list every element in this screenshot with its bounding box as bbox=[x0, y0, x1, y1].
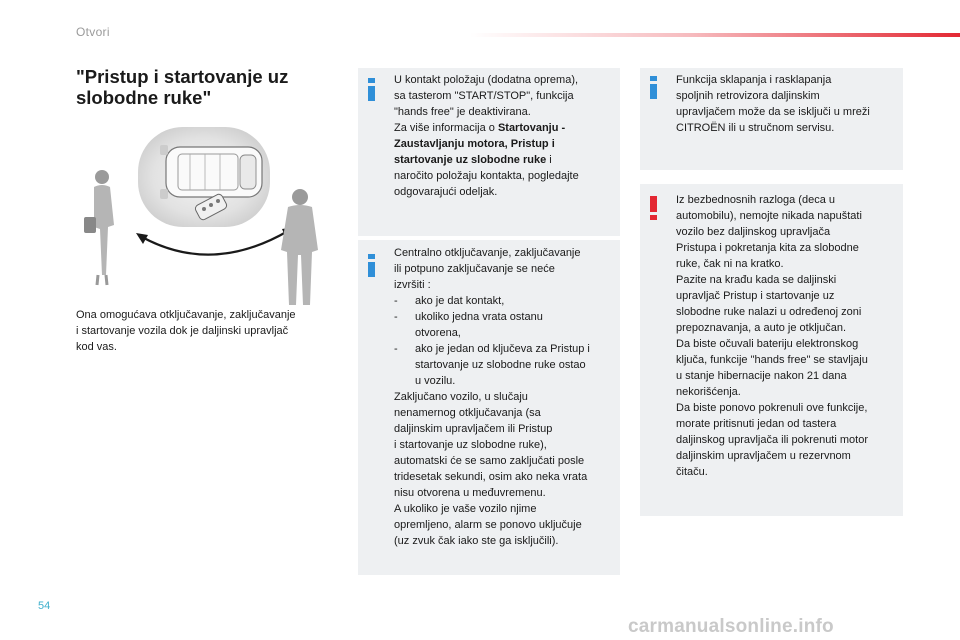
list-item bbox=[394, 341, 614, 389]
list-item-text: startovanje uz slobodne ruke ostao bbox=[415, 359, 586, 371]
note-line: upravljačem može da se isključi u mreži bbox=[676, 106, 870, 118]
note-line: čitaču. bbox=[676, 466, 708, 478]
note-line: upravljač Pristup i startovanje uz bbox=[676, 290, 835, 302]
note-line: prepoznavanja, a auto je otključan. bbox=[676, 322, 847, 334]
note-line: naročito položaju kontakta, pogledajte bbox=[394, 170, 579, 182]
note-line: CITROËN ili u stručnom servisu. bbox=[676, 122, 835, 134]
intro-text bbox=[76, 307, 336, 355]
info-note-ignition bbox=[358, 68, 620, 236]
note-line: spoljnih retrovizora daljinskim bbox=[676, 90, 820, 102]
note-line: izvršiti : bbox=[394, 279, 431, 291]
hands-free-illustration bbox=[80, 125, 340, 310]
note-line: u stanje hibernacije nakon 21 dana bbox=[676, 370, 847, 382]
note-line: i startovanje uz slobodne ruke), bbox=[394, 439, 547, 451]
note-line: Da biste očuvali bateriju elektronskog bbox=[676, 338, 859, 350]
header-section-label: Otvori bbox=[76, 25, 110, 39]
note-line: vozilo bez daljinskog upravljača bbox=[676, 226, 831, 238]
note-line: Pristupa i pokretanja kita za slobodne bbox=[676, 242, 859, 254]
cross-reference: startovanje uz slobodne ruke bbox=[394, 154, 547, 166]
note-line: daljinskog upravljača ili pokrenuti motor bbox=[676, 434, 868, 446]
note-line: ključa, funkcije "hands free" se stavljaju bbox=[676, 354, 868, 366]
note-line: U kontakt položaju (dodatna oprema), bbox=[394, 74, 579, 86]
list-dash: - bbox=[394, 311, 398, 323]
note-line: (uz zvuk čak iako ste ga isključili). bbox=[394, 535, 559, 547]
note-line: nisu otvorena u međuvremenu. bbox=[394, 487, 546, 499]
person-standing-icon bbox=[281, 189, 318, 305]
note-line: nekorišćenja. bbox=[676, 386, 741, 398]
note-line bbox=[394, 136, 614, 152]
range-arrow-icon bbox=[136, 227, 294, 255]
info-note-text bbox=[394, 245, 614, 549]
note-line: A ukoliko je vaše vozilo njime bbox=[394, 503, 537, 515]
intro-line: Ona omogućava otključavanje, zaključavanje bbox=[76, 309, 296, 321]
note-line bbox=[394, 152, 614, 168]
page-title-line: slobodne ruke" bbox=[76, 87, 212, 108]
info-icon bbox=[650, 76, 657, 100]
list-item bbox=[394, 293, 614, 309]
list-item bbox=[394, 309, 614, 341]
note-line: tridesetak sekundi, osim ako neka vrata bbox=[394, 471, 588, 483]
warning-note-text bbox=[676, 192, 897, 480]
note-line: daljinskim upravljačem u rezervnom bbox=[676, 450, 851, 462]
person-with-bag-icon bbox=[84, 170, 114, 285]
intro-line: kod vas. bbox=[76, 341, 117, 353]
note-line: nenamernog otključavanja (sa bbox=[394, 407, 541, 419]
info-note-text bbox=[676, 72, 897, 136]
note-line: ili potpuno zaključavanje se neće bbox=[394, 263, 555, 275]
list-item-text: otvorena, bbox=[415, 327, 461, 339]
list-item-text: ako je dat kontakt, bbox=[415, 295, 505, 307]
note-text-span: Za više informacija o bbox=[394, 122, 498, 134]
list-item-text: u vozilu. bbox=[415, 375, 456, 387]
warning-note-safety bbox=[640, 184, 903, 516]
warning-icon bbox=[650, 196, 657, 220]
note-line: Iz bezbednosnih razloga (deca u bbox=[676, 194, 835, 206]
note-line: sa tasterom "START/STOP", funkcija bbox=[394, 90, 574, 102]
note-line: ruke, čak ni na kratko. bbox=[676, 258, 784, 270]
note-line: daljinskim upravljačem ili Pristup bbox=[394, 423, 553, 435]
info-note-locking bbox=[358, 240, 620, 575]
note-line: Da biste ponovo pokrenuli ove funkcije, bbox=[676, 402, 868, 414]
page-title bbox=[76, 66, 346, 108]
cross-reference: Zaustavljanju motora, Pristup i bbox=[394, 138, 555, 150]
watermark: carmanualsonline.info bbox=[628, 616, 834, 637]
note-line: opremljeno, alarm se ponovo uključuje bbox=[394, 519, 582, 531]
note-line: automobilu), nemojte nikada napuštati bbox=[676, 210, 862, 222]
note-line: odgovarajući odeljak. bbox=[394, 186, 498, 198]
note-line: slobodne ruke nalazi u određenoj zoni bbox=[676, 306, 862, 318]
list-item-text: ukoliko jedna vrata ostanu bbox=[415, 311, 543, 323]
info-icon bbox=[368, 78, 375, 102]
list-dash: - bbox=[394, 343, 398, 355]
note-line: Centralno otključavanje, zaključavanje bbox=[394, 247, 581, 259]
list-item-text: ako je jedan od ključeva za Pristup i bbox=[415, 343, 590, 355]
note-text-span: i bbox=[546, 154, 552, 166]
page-title-line: "Pristup i startovanje uz bbox=[76, 66, 289, 87]
list-dash: - bbox=[394, 295, 398, 307]
info-note-mirrors bbox=[640, 68, 903, 170]
cross-reference: Startovanju - bbox=[497, 122, 566, 134]
intro-line: i startovanje vozila dok je daljinski upravljač bbox=[76, 325, 289, 337]
note-line: automatski će se samo zaključati posle bbox=[394, 455, 585, 467]
car-top-view-icon bbox=[160, 145, 262, 199]
note-line bbox=[394, 120, 614, 136]
info-note-text bbox=[394, 72, 614, 200]
note-line: "hands free" je deaktivirana. bbox=[394, 106, 531, 118]
note-line: Pazite na krađu kada se daljinski bbox=[676, 274, 837, 286]
note-line: Funkcija sklapanja i rasklapanja bbox=[676, 74, 832, 86]
note-line: Zaključano vozilo, u slučaju bbox=[394, 391, 528, 403]
info-icon bbox=[368, 254, 375, 278]
header-rule bbox=[470, 33, 960, 37]
note-line: morate pritisnuti jedan od tastera bbox=[676, 418, 837, 430]
page-number: 54 bbox=[38, 600, 51, 612]
